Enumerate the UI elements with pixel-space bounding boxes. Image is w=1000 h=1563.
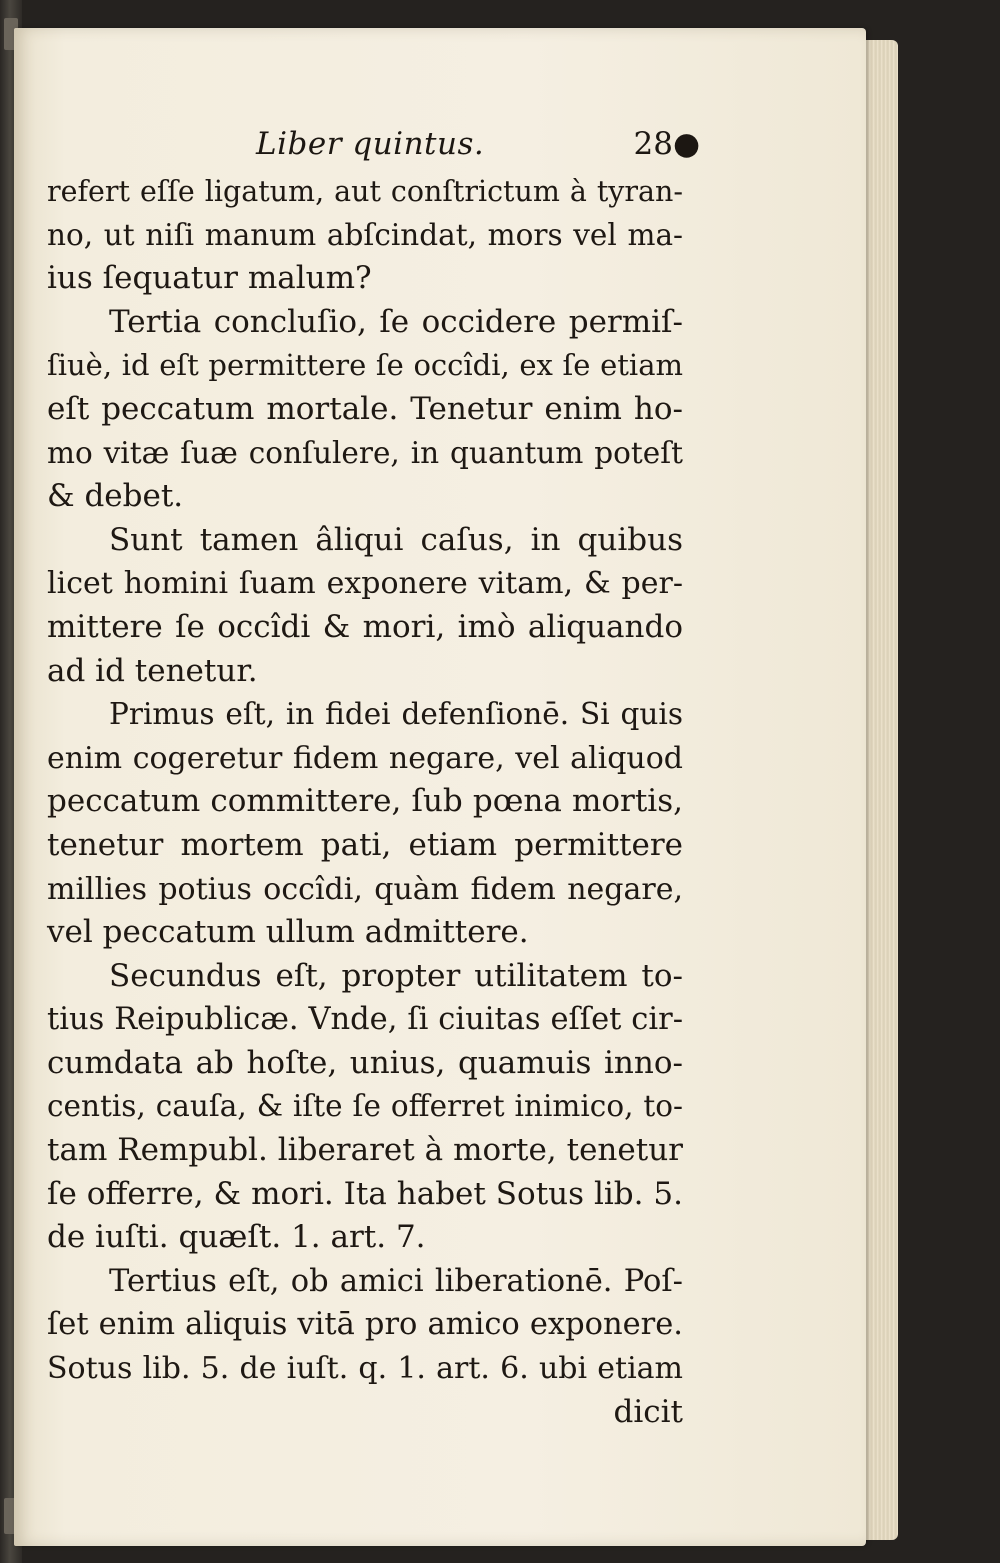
text-line: ſe offerre, & mori. Ita habet Sotus lib. 5.	[47, 1175, 683, 1212]
text-line: ad id tenetur.	[47, 652, 258, 689]
text-line: mittere ſe occîdi & mori, imò aliquando	[47, 608, 683, 645]
text-line: mo vitæ ſuæ conſulere, in quantum poteſt	[47, 435, 683, 470]
text-line: vel peccatum ullum admittere.	[47, 914, 529, 951]
text-line: refert eſſe ligatum, aut conſtrictum à tyran-	[47, 175, 683, 208]
text-line: Primus eſt, in fidei defenſionē. Si quis	[109, 697, 683, 732]
text-line: Tertius eſt, ob amici liberationē. Poſ-	[109, 1263, 683, 1299]
text-line: ius ſequatur malum?	[47, 260, 372, 297]
text-line: peccatum committere, ſub pœna mortis,	[47, 783, 683, 820]
text-line: Sotus lib. 5. de iuſt. q. 1. art. 6. ubi etiam	[47, 1351, 683, 1387]
text-line: & debet.	[47, 478, 184, 515]
text-line: licet homini ſuam exponere vitam, & per-	[47, 566, 683, 602]
running-head-title: Liber quintus.	[256, 126, 485, 162]
text-line: enim cogeretur fidem negare, vel aliquod	[47, 740, 683, 776]
catchword: dicit	[613, 1393, 683, 1430]
text-line: tenetur mortem pati, etiam permittere	[47, 826, 683, 863]
text-line: tam Rempubl. liberaret à morte, tenetur	[47, 1132, 683, 1169]
running-head	[240, 126, 700, 174]
text-line: millies potius occîdi, quàm fidem negare,	[47, 871, 683, 907]
text-line: no, ut niſi manum abſcindat, mors vel ma-	[47, 217, 683, 252]
text-line: Secundus eſt, propter utilitatem to-	[109, 957, 683, 994]
text-line: Tertia concluſio, ſe occidere permiſ-	[109, 303, 683, 340]
text-line: tius Reipublicæ. Vnde, ſi ciuitas eſſet cir-	[47, 1002, 683, 1038]
text-line: centis, cauſa, & iſte ſe offerret inimico, to-	[47, 1089, 683, 1124]
text-line: ſet enim aliquis vitā pro amico exponere.	[47, 1307, 683, 1343]
page-number: 28●	[633, 126, 700, 162]
text-line: Sunt tamen âliqui caſus, in quibus	[109, 521, 683, 558]
body-text	[47, 170, 683, 1434]
text-line: ſiuè, id eſt permittere ſe occîdi, ex ſe etiam	[47, 348, 683, 383]
text-line: eſt peccatum mortale. Tenetur enim ho-	[47, 390, 683, 427]
text-line: cumdata ab hoſte, unius, quamuis inno-	[47, 1044, 683, 1081]
text-line: de iuſti. quæſt. 1. art. 7.	[47, 1219, 426, 1256]
